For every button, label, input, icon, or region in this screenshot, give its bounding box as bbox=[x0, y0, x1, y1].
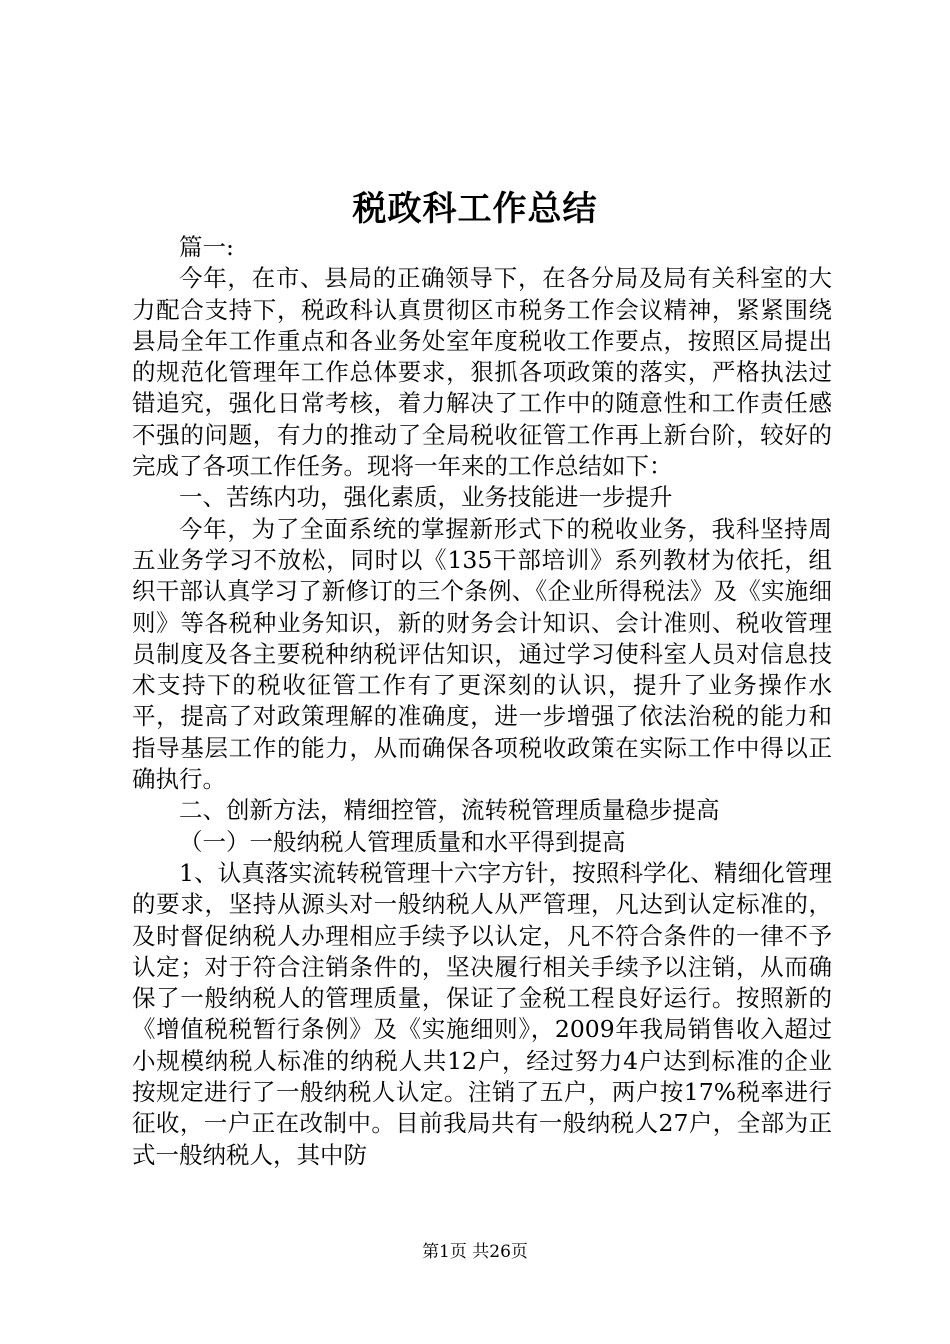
heading-subsection-one: （一）一般纳税人管理质量和水平得到提高 bbox=[179, 827, 626, 856]
paragraph-intro: 今年，在市、县局的正确领导下，在各分局及局有关科室的大力配合支持下，税政科认真贯彻区市税务工作会议精神，紧紧围绕县局全年工作重点和各业务处室年度税收工作要点，按照区局提出的规范化管理年工作总体要求，狠抓各项政策的落实，严格执法过错追究，强化日常考核，着力解决了工作中的随意性和工作责任感不强的问题，有力的推动了全局税收征管工作再上新台阶，较好的完成了各项工作任务。现将一年来的工作总结如下： bbox=[132, 264, 832, 481]
document-body bbox=[132, 232, 832, 1171]
paragraph-section-one: 今年，为了全面系统的掌握新形式下的税收业务，我科坚持周五业务学习不放松，同时以《135干部培训》系列教材为依托，组织干部认真学习了新修订的三个条例、《企业所得税法》及《实施细则》等各税种业务知识，新的财务会计知识、会计准则、税收管理员制度及各主要税种纳税评估知识，通过学习使科室人员对信息技术支持下的税收征管工作有了更深刻的认识，提升了业务操作水平，提高了对政策理解的准确度，进一步增强了依法治税的能力和指导基层工作的能力，从而确保各项税收政策在实际工作中得以正确执行。 bbox=[132, 514, 832, 794]
document-title: 税政科工作总结 bbox=[352, 189, 598, 229]
paragraph-section-label: 篇一: bbox=[179, 233, 234, 261]
paragraph-item-one: 1、认真落实流转税管理十六字方针，按照科学化、精细化管理的要求，坚持从源头对一般纳税人从严管理，凡达到认定标准的，及时督促纳税人办理相应手续予以认定，凡不符合条件的一律不予认定；对于符合注销条件的，坚决履行相关手续予以注销，从而确保了一般纳税人的管理质量，保证了金税工程良好运行。按照新的《增值税税暂行条例》及《实施细则》，2009年我局销售收入超过小规模纳税人标准的纳税人共12户，经过努力4户达到标准的企业按规定进行了一般纳税人认定。注销了五户，两户按17%税率进行征收，一户正在改制中。目前我局共有一般纳税人27户，全部为正式一般纳税人，其中防 bbox=[132, 858, 832, 1169]
page-number-footer: 第1页 共26页 bbox=[422, 1242, 528, 1262]
heading-section-two: 二、创新方法，精细控管，流转税管理质量稳步提高 bbox=[179, 796, 720, 825]
heading-section-one: 一、苦练内功，强化素质，业务技能进一步提升 bbox=[179, 483, 673, 512]
